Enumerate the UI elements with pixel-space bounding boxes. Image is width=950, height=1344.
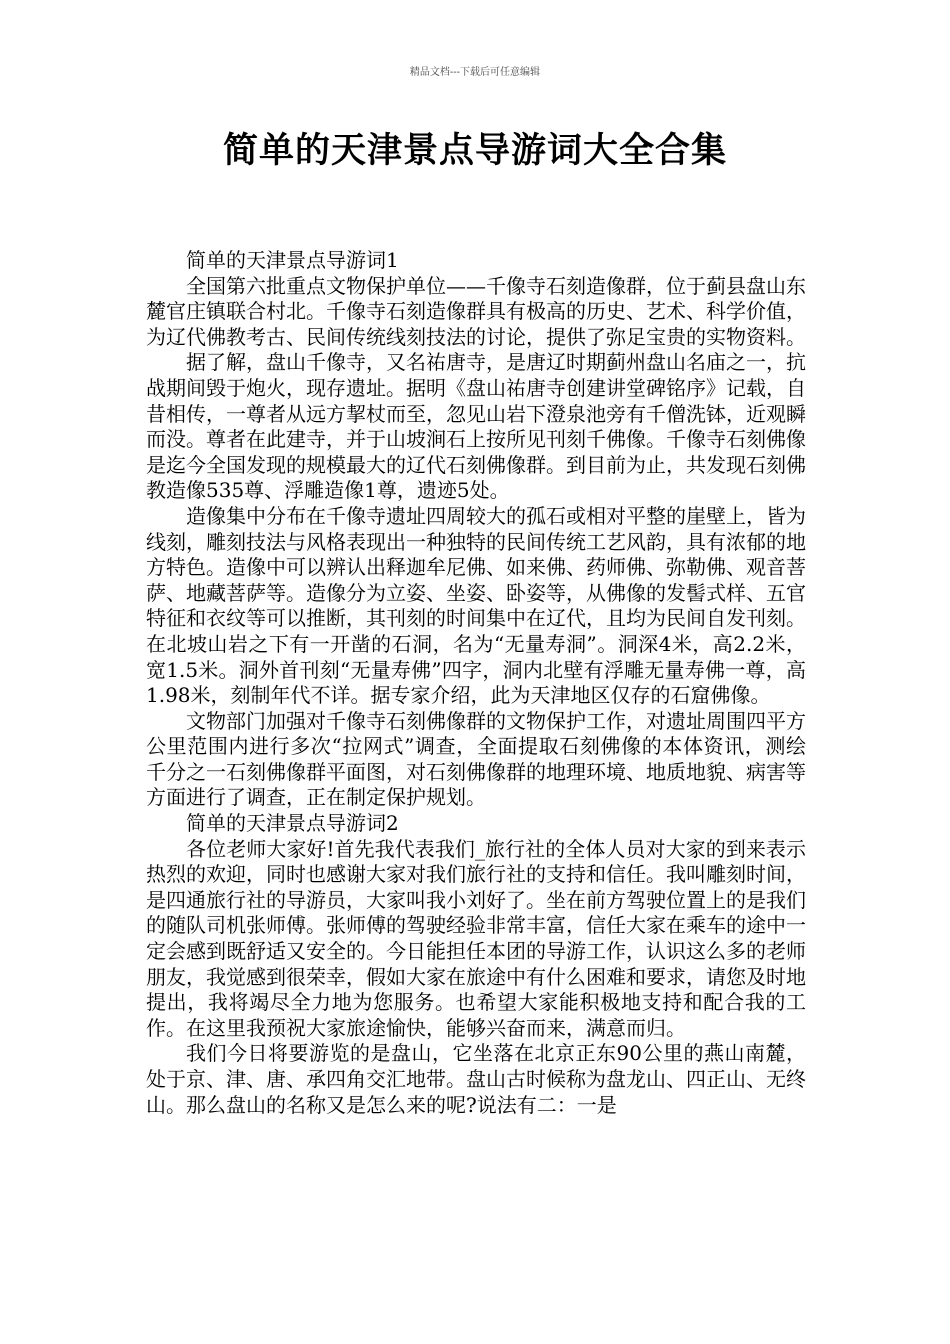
paragraph: 文物部门加强对千像寺石刻佛像群的文物保护工作，对遗址周围四平方公里范围内进行多次“拉网式”调查，全面提取石刻佛像的本体资讯，测绘千分之一石刻佛像群平面图，对石刻佛像群的地理环境、地质地貌、病害等方面进行了调查，正在制定保护规划。 <box>146 708 806 810</box>
section-heading-2: 简单的天津景点导游词2 <box>186 811 399 836</box>
section-heading-1: 简单的天津景点导游词1 <box>186 248 399 272</box>
header-note: 精品文档---下载后可任意编辑 <box>409 67 541 78</box>
paragraph: 全国第六批重点文物保护单位——千像寺石刻造像群，位于蓟县盘山东麓官庄镇联合村北。千像寺石刻造像群具有极高的历史、艺术、科学价值，为辽代佛教考古、民间传统线刻技法的讨论，提供了弥足宝贵的实物资料。 <box>146 273 806 349</box>
paragraph: 各位老师大家好!首先我代表我们_旅行社的全体人员对大家的到来表示热烈的欢迎，同时也感谢大家对我们旅行社的支持和信任。我叫雕刻时间，是四通旅行社的导游员，大家叫我小刘好了。坐在前方驾驶位置上的是我们的随队司机张师傅。张师傅的驾驶经验非常丰富，信任大家在乘车的途中一定会感到既舒适又安全的。今日能担任本团的导游工作，认识这么多的老师朋友，我觉感到很荣幸，假如大家在旅途中有什么困难和要求，请您及时地提出，我将竭尽全力地为您服务。也希望大家能积极地支持和配合我的工作。在这里我预祝大家旅途愉快，能够兴奋而来，满意而归。 <box>146 836 806 1040</box>
document-body <box>146 248 806 1118</box>
document-title: 简单的天津景点导游词大全合集 <box>222 131 727 171</box>
paragraph: 造像集中分布在千像寺遗址四周较大的孤石或相对平整的崖壁上，皆为线刻，雕刻技法与风格表现出一种独特的民间传统工艺风韵，具有浓郁的地方特色。造像中可以辨认出释迦牟尼佛、如来佛、药师佛、弥勒佛、观音菩萨、地藏菩萨等。造像分为立姿、坐姿、卧姿等，从佛像的发髻式样、五官特征和衣纹等可以推断，其刊刻的时间集中在辽代，且均为民间自发刊刻。在北坡山岩之下有一开凿的石洞，名为“无量寿洞”。洞深4米，高2.2米，宽1.5米。洞外首刊刻“无量寿佛”四字，洞内北壁有浮雕无量寿佛一尊，高1.98米，刻制年代不详。据专家介绍，此为天津地区仅存的石窟佛像。 <box>146 503 806 708</box>
paragraph: 据了解，盘山千像寺，又名祐唐寺，是唐辽时期蓟州盘山名庙之一，抗战期间毁于炮火，现存遗址。据明《盘山祐唐寺创建讲堂碑铭序》记载，自昔相传，一尊者从远方挈杖而至，忽见山岩下澄泉池旁有千僧洗钵，近观瞬而没。尊者在此建寺，并于山坡涧石上按所见刊刻千佛像。千像寺石刻佛像是迄今全国发现的规模最大的辽代石刻佛像群。到目前为止，共发现石刻佛教造像535尊、浮雕造像1尊，遗迹5处。 <box>146 350 806 503</box>
paragraph: 我们今日将要游览的是盘山，它坐落在北京正东90公里的燕山南麓，处于京、津、唐、承四角交汇地带。盘山古时候称为盘龙山、四正山、无终山。那么盘山的名称又是怎么来的呢?说法有二：一是 <box>146 1041 806 1117</box>
